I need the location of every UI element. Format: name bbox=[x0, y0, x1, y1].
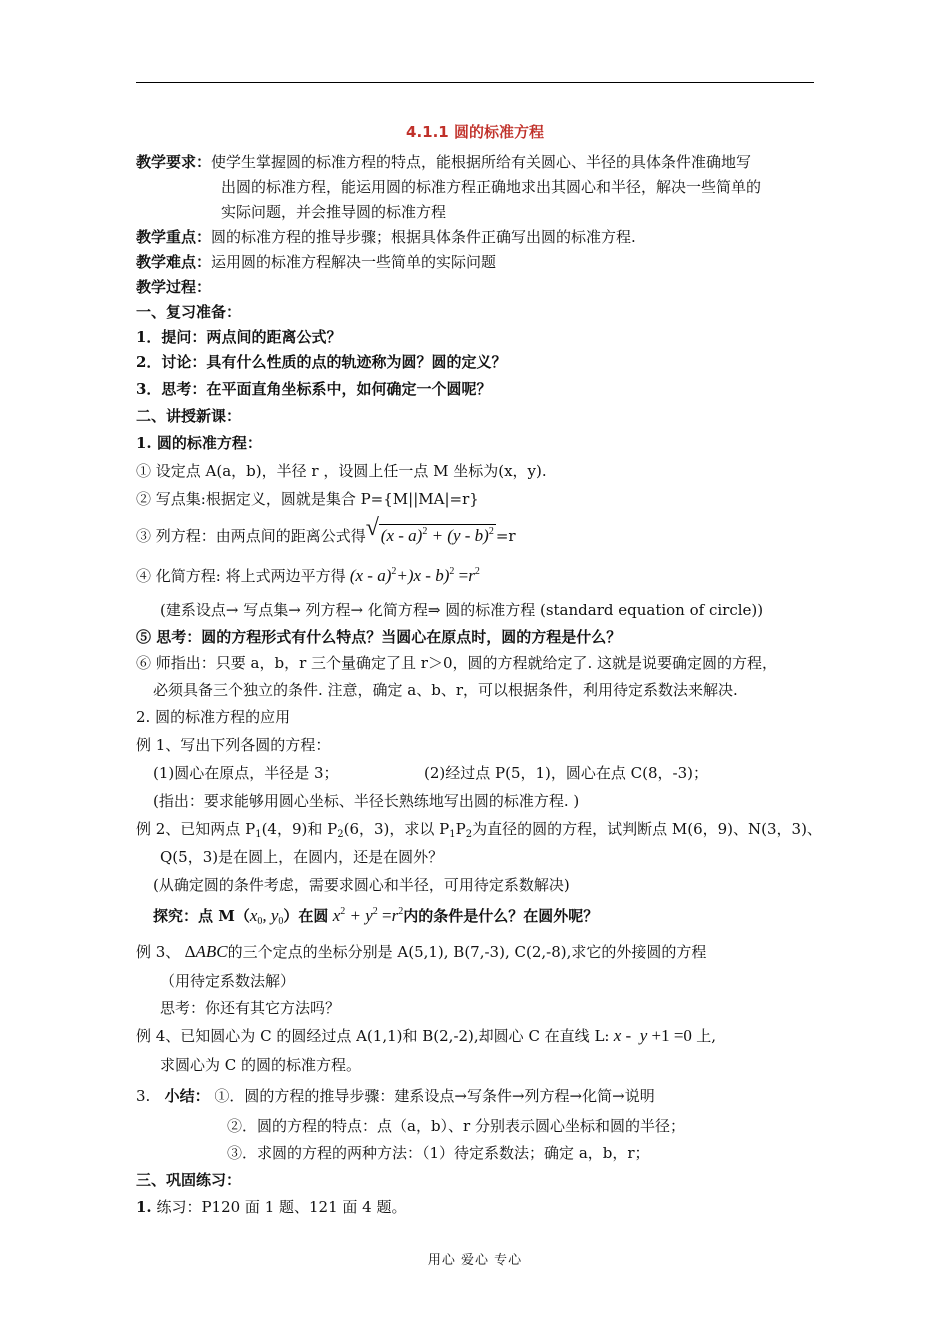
distance-formula: √ (x - a)$^2$ + (y - b)$^2$ bbox=[365, 515, 494, 545]
example-4-suffix: 上, bbox=[696, 1027, 716, 1045]
explore-text-c: 内的条件是什么？在圆外呢？ bbox=[403, 907, 599, 925]
example-3-label: 例 3、 bbox=[136, 943, 181, 961]
req-line-3: 实际问题，并会推导圆的标准方程 bbox=[221, 203, 447, 221]
review-q3: 3．思考：在平面直角坐标系中，如何确定一个圆呢？ bbox=[136, 380, 492, 398]
step-5: ⑤ 思考：圆的方程形式有什么特点？当圆心在原点时，圆的方程是什么？ bbox=[136, 628, 622, 646]
example-3 bbox=[136, 942, 706, 962]
step-4 bbox=[136, 566, 480, 586]
section3-heading: 三、巩固练习： bbox=[136, 1171, 242, 1189]
explore bbox=[153, 906, 598, 926]
example-4 bbox=[136, 1026, 716, 1046]
example-2-note: (从确定圆的条件考虑，需要求圆心和半径，可用待定系数解决) bbox=[153, 876, 570, 894]
key-text: 圆的标准方程的推导步骤；根据具体条件正确写出圆的标准方程. bbox=[211, 228, 636, 246]
difficult-point bbox=[136, 252, 496, 272]
summary-num: 3. bbox=[136, 1087, 151, 1105]
example-3b: （用待定系数法解） bbox=[160, 972, 296, 990]
example-2-text-c: (6，3)，求以 P bbox=[343, 820, 450, 838]
summary-label: 小结： bbox=[164, 1087, 210, 1105]
point-coords: $x_0$, $y_0$ bbox=[249, 906, 284, 927]
triangle-abc: ΔABC bbox=[184, 942, 228, 961]
step-3-text: ③ 列方程：由两点间的距离公式得 bbox=[136, 527, 366, 545]
step-6b: 必须具备三个独立的条件. 注意，确定 a、b、r，可以根据条件，利用待定系数法来解决. bbox=[153, 681, 738, 699]
explore-text-b: ）在圆 bbox=[283, 907, 329, 925]
diff-label: 教学难点： bbox=[136, 253, 212, 271]
diff-text: 运用圆的标准方程解决一些简单的实际问题 bbox=[211, 253, 497, 271]
page-footer: 用心 爱心 专心 bbox=[427, 1253, 523, 1268]
explore-text-a: 探究：点 M（ bbox=[153, 907, 250, 925]
example-3-text: 的三个定点的坐标分别是 A(5,1), B(7,-3), C(2,-8),求它的外接圆的方程 bbox=[227, 943, 707, 961]
subsection-1: 1. 圆的标准方程： bbox=[136, 434, 262, 452]
section2-heading: 二、讲授新课： bbox=[136, 407, 242, 425]
example-2-text-d: 为直径的圆的方程，试判断点 M(6，9)、N(3，3)、 bbox=[472, 820, 822, 838]
example-3c: 思考：你还有其它方法吗？ bbox=[160, 999, 341, 1017]
summary-1: ①．圆的方程的推导步骤：建系设点→写条件→列方程→化简→说明 bbox=[214, 1087, 655, 1105]
summary-2: ②．圆的方程的特点：点（a，b）、r 分别表示圆心坐标和圆的半径； bbox=[227, 1117, 685, 1135]
process-heading: 教学过程： bbox=[136, 278, 212, 296]
summary-3: ③．求圆的方程的两种方法：（1）待定系数法；确定 a，b，r； bbox=[227, 1144, 650, 1162]
example-1: 例 1、写出下列各圆的方程： bbox=[136, 736, 331, 754]
squared-equation: $(x - a)^2+)x - b)^2 =r^2$ bbox=[345, 566, 480, 585]
line-equation: x - y +1 =0 bbox=[609, 1026, 692, 1045]
step-4-text: ④ 化简方程: 将上式两边平方得 bbox=[136, 567, 346, 585]
subsection-2: 2. 圆的标准方程的应用 bbox=[136, 708, 291, 726]
step-1: ① 设定点 A(a，b)，半径 r ，设圆上任一点 M 坐标为(x，y). bbox=[136, 462, 547, 480]
practice-1 bbox=[136, 1197, 407, 1217]
req-text-1: 使学生掌握圆的标准方程的特点，能根据所给有关圆心、半径的具体条件准确地写 bbox=[211, 153, 752, 171]
req-line-2: 出圆的标准方程，能运用圆的标准方程正确地求出其圆心和半径，解决一些简单的 bbox=[221, 178, 762, 196]
example-1-note: (指出：要求能够用圆心坐标、半径长熟练地写出圆的标准方程. ) bbox=[153, 792, 580, 810]
example-1b: (2)经过点 P(5，1)，圆心在点 C(8，-3)； bbox=[424, 764, 709, 782]
review-q1: 1．提问：两点间的距离公式？ bbox=[136, 328, 342, 346]
step-2: ② 写点集:根据定义，圆就是集合 P={M||MA|=r} bbox=[136, 490, 479, 508]
page-title: 4.1.1 圆的标准方程 bbox=[406, 123, 544, 141]
step-3 bbox=[136, 515, 516, 547]
header-rule bbox=[136, 82, 814, 83]
example-1a: (1)圆心在原点，半径是 3； bbox=[153, 764, 339, 782]
step-6a: ⑥ 师指出：只要 a，b，r 三个量确定了且 r＞0，圆的方程就给定了. 这就是说要确定圆的方程， bbox=[136, 654, 778, 672]
example-4-text: 例 4、已知圆心为 C 的圆经过点 A(1,1)和 B(2,-2),却圆心 C 在直线 L: bbox=[136, 1027, 610, 1045]
example-4b: 求圆心为 C 的圆的标准方程。 bbox=[160, 1056, 362, 1074]
key-label: 教学重点： bbox=[136, 228, 212, 246]
req-label: 教学要求： bbox=[136, 153, 212, 171]
key-point bbox=[136, 227, 636, 247]
section1-heading: 一、复习准备： bbox=[136, 303, 242, 321]
review-q2: 2．讨论：具有什么性质的点的轨迹称为圆？圆的定义？ bbox=[136, 353, 507, 371]
req-line-1 bbox=[136, 152, 751, 172]
practice-1-text: 练习：P120 面 1 题、121 面 4 题。 bbox=[151, 1198, 407, 1216]
derivation-flow: (建系设点→ 写点集→ 列方程→ 化简方程⇒ 圆的标准方程 (standard equation of circle)) bbox=[160, 601, 764, 619]
example-2-text-b: (4，9)和 P bbox=[261, 820, 338, 838]
practice-1-num: 1. bbox=[136, 1198, 152, 1216]
circle-equation: $x^2 + y^2 =r^2$ bbox=[328, 906, 404, 925]
example-2-text-a: 例 2、已知两点 P bbox=[136, 820, 256, 838]
step-3-suffix: =r bbox=[495, 527, 516, 545]
summary bbox=[136, 1086, 655, 1106]
example-2b: Q(5，3)是在圆上，在圆内，还是在圆外？ bbox=[160, 848, 444, 866]
example-2: 例 2、已知两点 $P_1(4$，9)和 $P_2(6$，3)，求以 $P_1P_2$为直径的圆的方程，试判断点 M(6，9)、N(3，3)、 bbox=[136, 820, 822, 840]
